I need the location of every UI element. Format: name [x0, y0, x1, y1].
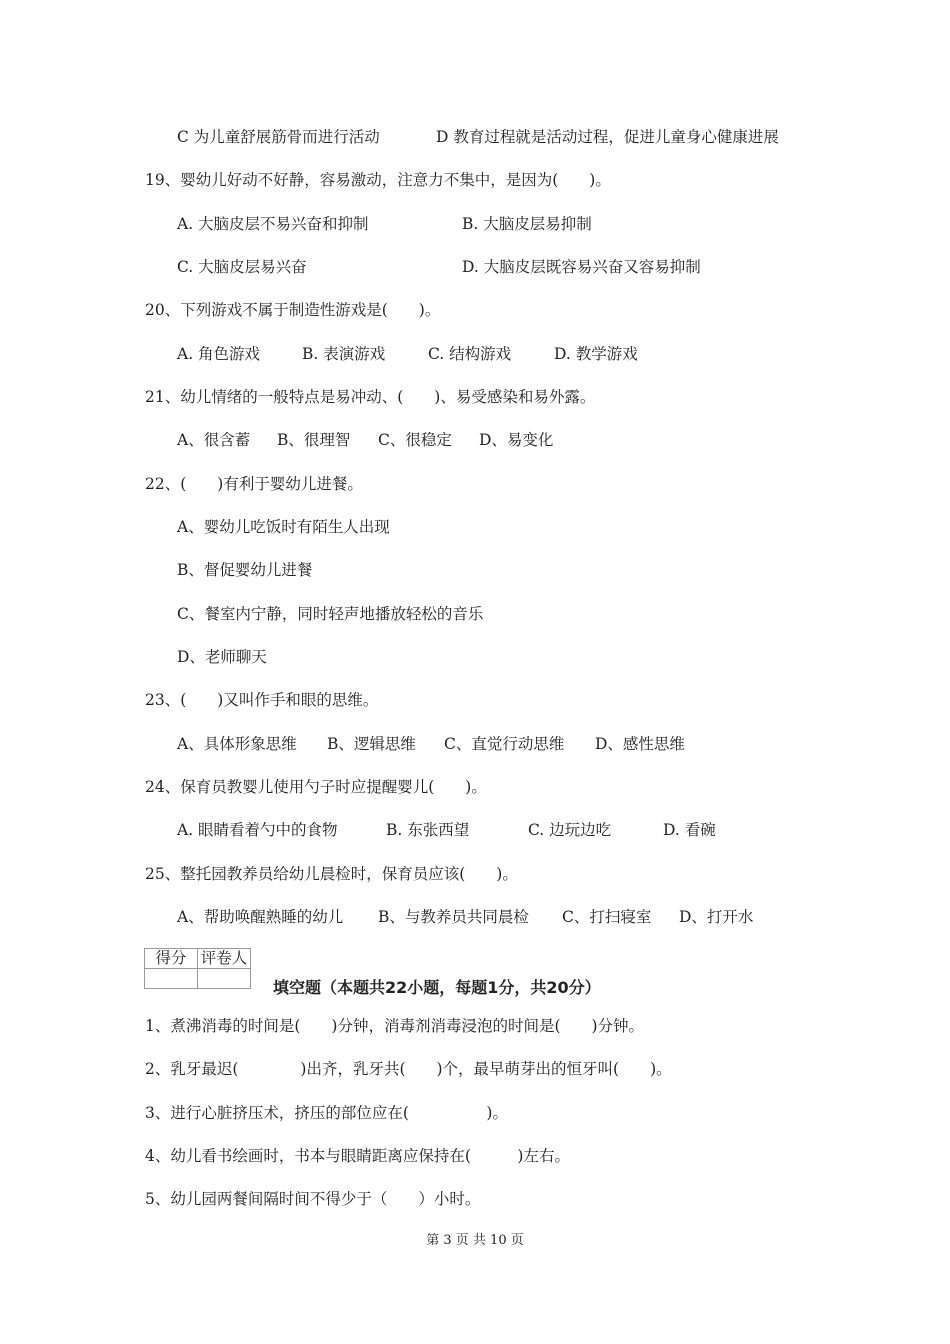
question-24: 24、保育员教婴儿使用勺子时应提醒婴儿( )。 [145, 778, 487, 796]
option-c: C. 结构游戏 [428, 345, 512, 363]
option-c: C. 边玩边吃 [528, 821, 612, 839]
fill-question-2: 2、乳牙最迟( )出齐，乳牙共( )个，最早萌芽出的恒牙叫( )。 [145, 1060, 672, 1078]
fill-question-1: 1、煮沸消毒的时间是( )分钟，消毒剂消毒浸泡的时间是( )分钟。 [145, 1017, 645, 1035]
score-table [144, 948, 251, 989]
option-c: C、打扫寝室 [562, 908, 652, 926]
fill-question-3: 3、进行心脏挤压术，挤压的部位应在( )。 [145, 1104, 508, 1122]
option-d: D、打开水 [679, 908, 754, 926]
option-b: B. 大脑皮层易抑制 [462, 215, 592, 233]
question-22: 22、( )有利于婴幼儿进餐。 [145, 475, 363, 493]
option-b: B、督促婴幼儿进餐 [177, 561, 313, 579]
option-a: A、具体形象思维 [177, 735, 297, 753]
score-cell [145, 969, 198, 989]
reviewer-header: 评卷人 [198, 949, 251, 969]
fill-question-5: 5、幼儿园两餐间隔时间不得少于（ ）小时。 [145, 1190, 481, 1208]
option-a: A. 角色游戏 [177, 345, 261, 363]
option-d: D、老师聊天 [177, 648, 267, 666]
option-c: C、很稳定 [378, 431, 452, 449]
section-title: 填空题（本题共22小题，每题1分，共20分） [273, 978, 601, 997]
option-c: C. 大脑皮层易兴奋 [177, 258, 307, 276]
option-a: A. 眼睛看着勺中的食物 [177, 821, 338, 839]
fill-question-4: 4、幼儿看书绘画时，书本与眼睛距离应保持在( )左右。 [145, 1147, 570, 1165]
option-b: B. 表演游戏 [302, 345, 386, 363]
option-b: B、很理智 [277, 431, 351, 449]
question-20: 20、下列游戏不属于制造性游戏是( )。 [145, 301, 441, 319]
question-23: 23、( )又叫作手和眼的思维。 [145, 691, 379, 709]
option-a: A. 大脑皮层不易兴奋和抑制 [177, 215, 369, 233]
option-d: D、易变化 [479, 431, 554, 449]
option-d: D. 教学游戏 [554, 345, 638, 363]
reviewer-cell [198, 969, 251, 989]
option-c: C、直觉行动思维 [444, 735, 565, 753]
option-b: B. 东张西望 [386, 821, 470, 839]
option-d: D、感性思维 [595, 735, 685, 753]
score-header: 得分 [145, 949, 198, 969]
option-b: B、与教养员共同晨检 [378, 908, 529, 926]
option-d: D 教育过程就是活动过程，促进儿童身心健康进展 [436, 128, 779, 146]
question-25: 25、整托园教养员给幼儿晨检时，保育员应该( )。 [145, 865, 518, 883]
option-b: B、逻辑思维 [327, 735, 416, 753]
page-footer: 第 3 页 共 10 页 [426, 1233, 524, 1248]
question-19: 19、婴幼儿好动不好静，容易激动，注意力不集中，是因为( )。 [145, 171, 611, 189]
option-c: C 为儿童舒展筋骨而进行活动 [177, 128, 380, 146]
option-d: D. 大脑皮层既容易兴奋又容易抑制 [462, 258, 701, 276]
option-a: A、很含蓄 [177, 431, 251, 449]
option-a: A、帮助唤醒熟睡的幼儿 [177, 908, 344, 926]
option-c: C、餐室内宁静，同时轻声地播放轻松的音乐 [177, 605, 484, 623]
option-a: A、婴幼儿吃饭时有陌生人出现 [177, 518, 390, 536]
question-21: 21、幼儿情绪的一般特点是易冲动、( )、易受感染和易外露。 [145, 388, 596, 406]
option-d: D. 看碗 [663, 821, 716, 839]
